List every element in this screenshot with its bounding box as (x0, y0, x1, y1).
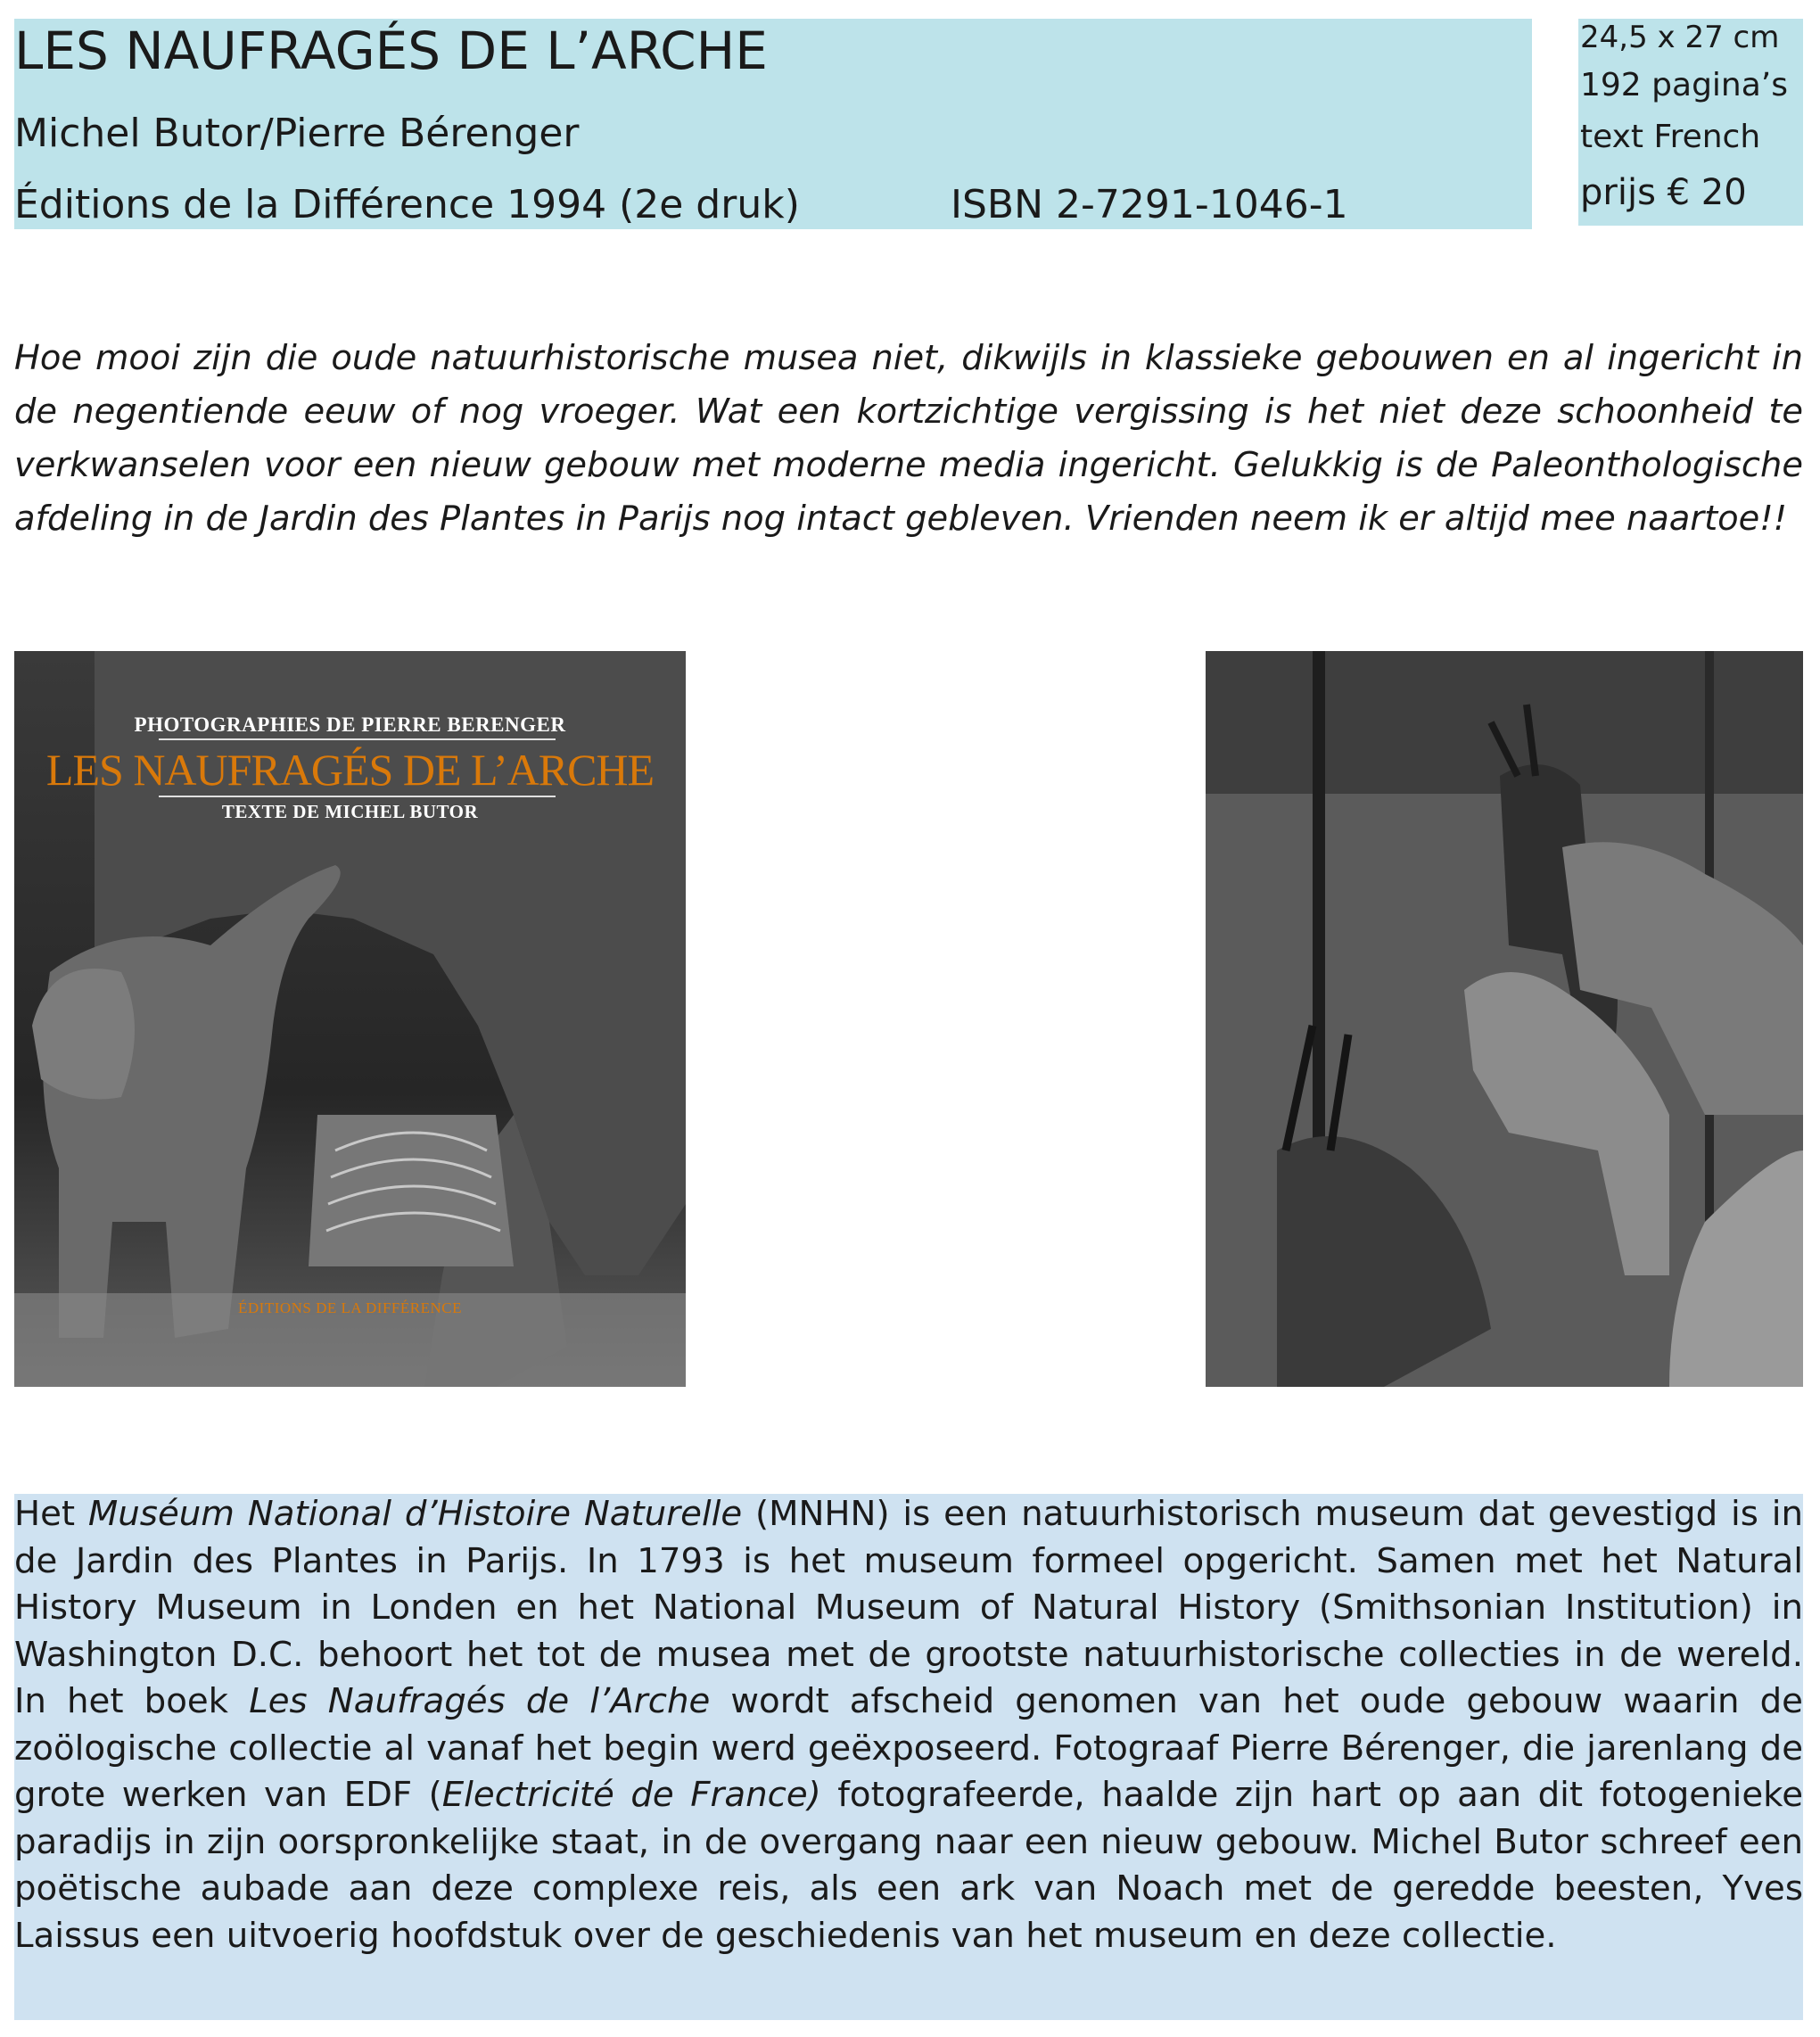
spec-pages: 192 pagina’s (1580, 67, 1788, 103)
description-paragraph (14, 1491, 1803, 1959)
book-title: LES NAUFRAGÉS DE L’ARCHE (14, 21, 768, 81)
book-isbn: ISBN 2-7291-1046-1 (951, 182, 1348, 227)
cover-author-line: TEXTE DE MICHEL BUTOR (221, 801, 479, 822)
desc-italic-book: Les Naufragés de l’Arche (249, 1681, 711, 1721)
spec-price: prijs € 20 (1580, 172, 1747, 213)
spec-size: 24,5 x 27 cm (1580, 20, 1780, 55)
cover-rule-top (159, 738, 556, 740)
desc-text-2: (MNHN) is een natuurhistorisch museum dat gevestigd is in de Jardin des Plantes in Parijs. In 1793 is het museum formeel opgericht. Samen met het Natural History Museum in Londen en het National Museum of Natural History (Smithsonian Institution) in Washington D.C. behoort het tot de musea met de grootste natuurhistorische collecties in de wereld. In het boek (14, 1494, 1803, 1721)
cover-rule-bottom (159, 796, 556, 797)
cover-publisher-line: ÉDITIONS DE LA DIFFÉRENCE (238, 1299, 462, 1316)
spec-language: text French (1580, 119, 1761, 155)
book-publisher: Éditions de la Différence 1994 (2e druk) (14, 182, 800, 227)
antelope-photo-art (1206, 651, 1803, 1387)
desc-italic-edf: Electricité de France) (441, 1775, 821, 1815)
book-cover-image (14, 651, 686, 1387)
desc-text-4: fotografeerde, haalde zijn hart op aan dit fotogenieke paradijs in zijn oorspronkelijke staat, in de overgang naar een nieuw gebouw. Michel Butor schreef een poëtische aubade aan deze complexe reis, als een ark van Noach met de geredde beesten, Yves Laissus een uitvoerig hoofdstuk over de geschiedenis van het museum en deze collectie. (14, 1775, 1804, 1956)
desc-text-3: wordt afscheid genomen van het oude gebouw waarin de zoölogische collectie al vanaf het begin werd geëxposeerd. Fotograaf Pierre Bérenger, die jarenlang de grote werken van EDF ( (14, 1681, 1803, 1815)
book-authors: Michel Butor/Pierre Bérenger (14, 111, 580, 156)
antelope-photo (1206, 651, 1803, 1387)
cover-title: LES NAUFRAGÉS DE L’ARCHE (45, 745, 655, 795)
desc-text-1: Het (14, 1494, 88, 1534)
intro-paragraph: Hoe mooi zijn die oude natuurhistorische musea niet, dikwijls in klassieke gebouwen en al ingericht in de negentiende eeuw of nog vroeger. Wat een kortzichtige vergissing is het niet deze schoonheid te verkwanselen voor een nieuw gebouw met moderne media ingericht. Gelukkig is de Paleonthologische afdeling in de Jardin des Plantes in Parijs nog intact gebleven. Vrienden neem ik er altijd mee naartoe!! (14, 338, 1803, 539)
cover-photographer-line: PHOTOGRAPHIES DE PIERRE BERENGER (134, 713, 566, 736)
desc-italic-museum: Muséum National d’Histoire Naturelle (87, 1494, 743, 1534)
